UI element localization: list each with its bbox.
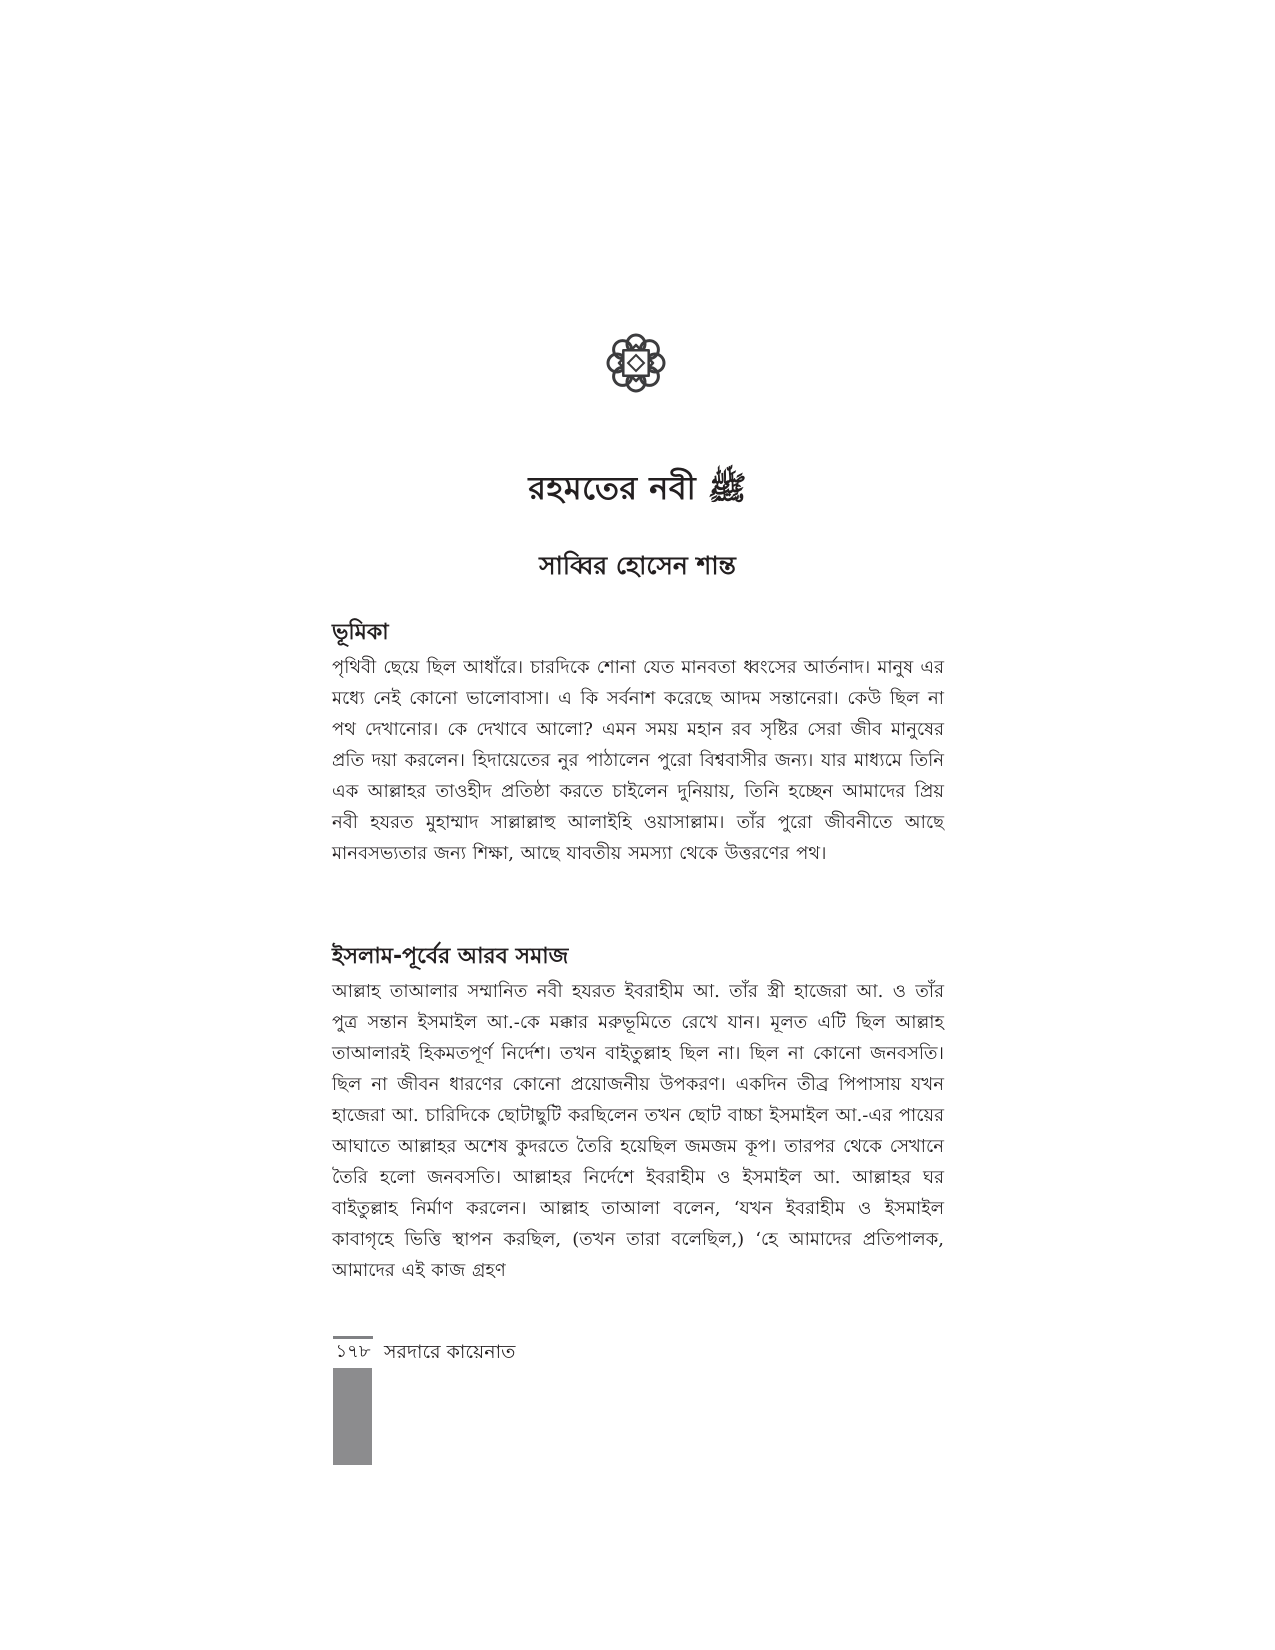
folio-thumb-bar <box>333 1368 372 1465</box>
author-name: সাব্বির হোসেন শান্ত <box>539 551 736 580</box>
page-number: ১৭৮ <box>335 1341 371 1362</box>
section-pre-islamic-arab-society <box>332 942 944 1286</box>
section-heading: ভূমিকা <box>332 620 389 645</box>
section-introduction <box>332 618 944 869</box>
section-paragraph: পৃথিবী ছেয়ে ছিল আধাঁরে। চারদিকে শোনা যেত মানবতা ধ্বংসের আর্তনাদ। মানুষ এর মধ্যে নেই কোনো ভালোবাসা। এ কি সর্বনাশ করেছে আদম সন্তানেরা। কেউ ছিল না পথ দেখানোর। কে দেখাবে আলো? এমন সময় মহান রব সৃষ্টির সেরা জীব মানুষের প্রতি দয়া করলেন। হিদায়েতের নুর পাঠালেন পুরো বিশ্ববাসীর জন্য। যার মাধ্যমে তিনি এক আল্লাহর তাওহীদ প্রতিষ্ঠা করতে চাইলেন দুনিয়ায়, তিনি হচ্ছেন আমাদের প্রিয় নবী হযরত মুহাম্মাদ সাল্লাল্লাহু আলাইহি ওয়াসাল্লাম। তাঁর পুরো জীবনীতে আছে মানবসভ্যতার জন্য শিক্ষা, আছে যাবতীয় সমস্যা থেকে উত্তরণের পথ। <box>332 657 944 864</box>
running-title: সরদারে কায়েনাত <box>384 1341 516 1363</box>
section-paragraph: আল্লাহ তাআলার সম্মানিত নবী হযরত ইবরাহীম আ. তাঁর স্ত্রী হাজেরা আ. ও তাঁর পুত্র সন্তান ইসমাইল আ.-কে মক্কার মরুভূমিতে রেখে যান। মূলত এটি ছিল আল্লাহ তাআলারই হিকমতপূর্ণ নির্দেশ। তখন বাইতুল্লাহ ছিল না। ছিল না কোনো জনবসতি। ছিল না জীবন ধারণের কোনো প্রয়োজনীয় উপকরণ। একদিন তীব্র পিপাসায় যখন হাজেরা আ. চারিদিকে ছোটাছুটি করছিলেন তখন ছোট বাচ্চা ইসমাইল আ.-এর পায়ের আঘাতে আল্লাহর অশেষ কুদরতে তৈরি হয়েছিল জমজম কূপ। তারপর থেকে সেখানে তৈরি হলো জনবসতি। আল্লাহর নির্দেশে ইবরাহীম ও ইসমাইল আ. আল্লাহর ঘর বাইতুল্লাহ নির্মাণ করলেন। আল্লাহ তাআলা বলেন, ‘যখন ইবরাহীম ও ইসমাইল কাবাগৃহে ভিত্তি স্থাপন করছিল, (তখন তারা বলেছিল,) ‘হে আমাদের প্রতিপালক, আমাদের এই কাজ গ্রহণ <box>332 981 944 1281</box>
geometric-flower-ornament-icon <box>604 331 668 395</box>
chapter-title: রহমতের নবী ﷺ <box>528 469 747 507</box>
chapter-ornament <box>604 331 668 395</box>
section-heading: ইসলাম-পূর্বের আরব সমাজ <box>332 944 569 969</box>
